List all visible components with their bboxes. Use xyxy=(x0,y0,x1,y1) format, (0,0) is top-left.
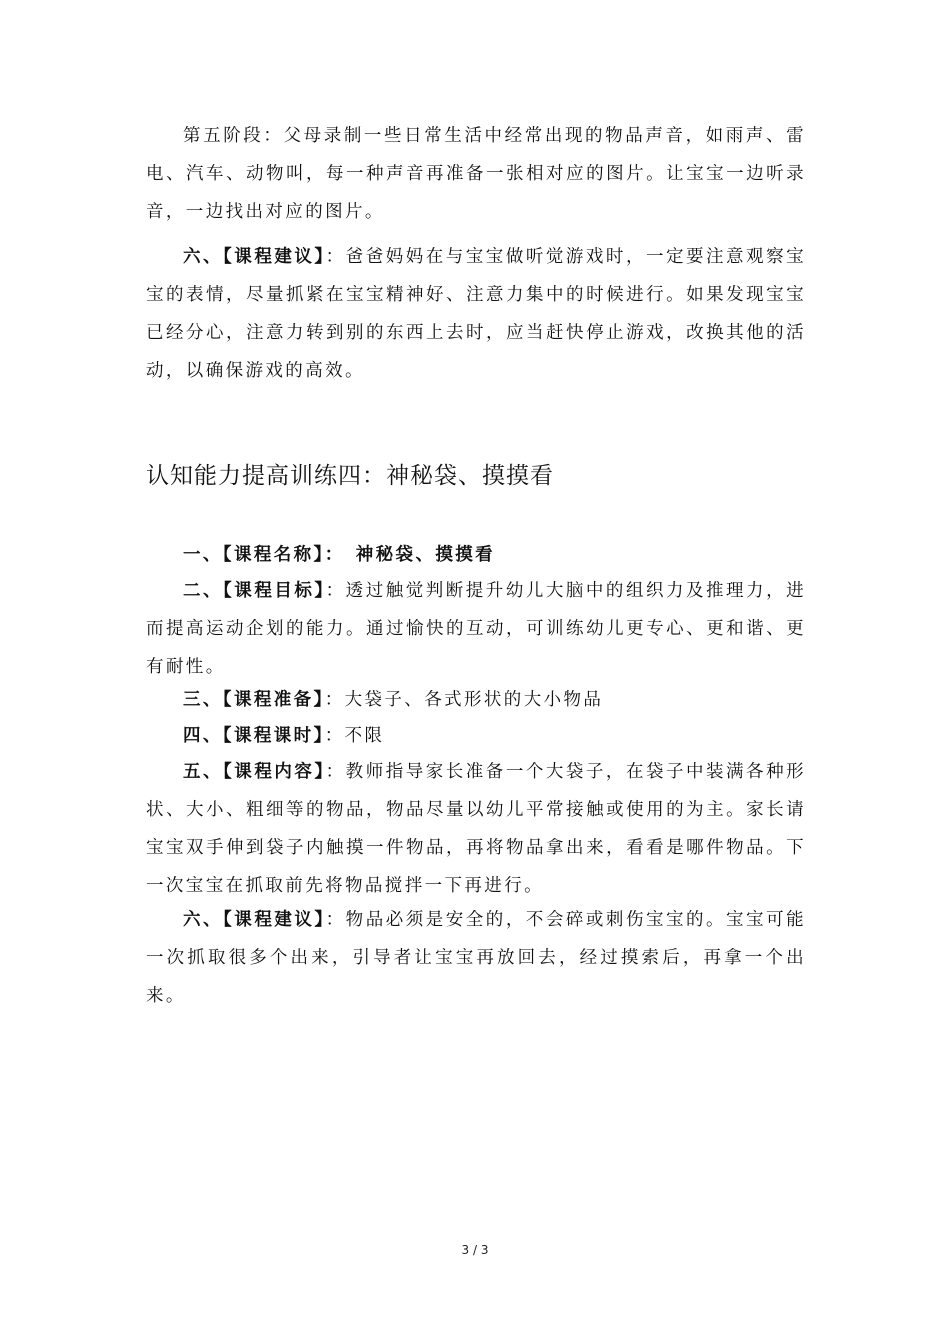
course-goal-paragraph xyxy=(146,572,806,686)
prev-advice-label: 六、【课程建议】 xyxy=(183,247,326,267)
course-goal-text: ：透过触觉判断提升幼儿大脑中的组织力及推理力，进而提高运动企划的能力。通过愉快的互动，可训练幼儿更专心、更和谐、更有耐性。 xyxy=(146,581,806,677)
prev-advice-text: ：爸爸妈妈在与宝宝做听觉游戏时，一定要注意观察宝宝的表情，尽量抓紧在宝宝精神好、注意力集中的时候进行。如果发现宝宝已经分心，注意力转到别的东西上去时，应当赶快停止游戏，改换其他的活动，以确保游戏的高效。 xyxy=(146,247,806,381)
course-name-label: 一、【课程名称】 xyxy=(183,545,325,565)
course-prep-text: ：大袋子、各式形状的大小物品 xyxy=(324,690,604,710)
course-goal-label: 二、【课程目标】 xyxy=(183,581,326,601)
page-number: 3 / 3 xyxy=(461,1243,489,1257)
prev-advice-paragraph xyxy=(146,238,806,390)
course-advice-paragraph xyxy=(146,901,806,1015)
course-name-paragraph xyxy=(146,536,806,574)
course-hours-text: ：不限 xyxy=(324,726,385,746)
course-advice-label: 六、【课程建议】 xyxy=(183,910,326,930)
course-advice-text: ：物品必须是安全的，不会碎或刺伤宝宝的。宝宝可能一次抓取很多个出来，引导者让宝宝再放回去，经过摸索后，再拿一个出来。 xyxy=(146,910,806,1006)
course-name-text: ： 神秘袋、摸摸看 xyxy=(324,545,496,565)
course-content-text: ：教师指导家长准备一个大袋子，在袋子中装满各种形状、大小、粗细等的物品，物品尽量以幼儿平常接触或使用的为主。家长请宝宝双手伸到袋子内触摸一件物品，再将物品拿出来，看看是哪件物品。下一次宝宝在抓取前先将物品搅拌一下再进行。 xyxy=(146,762,806,896)
course-content-label: 五、【课程内容】 xyxy=(183,762,326,782)
course-hours-label: 四、【课程课时】 xyxy=(183,726,325,746)
course-content-paragraph xyxy=(146,753,806,905)
course-hours-paragraph xyxy=(146,717,806,755)
section-heading: 认知能力提高训练四：神秘袋、摸摸看 xyxy=(146,463,554,489)
course-prep-paragraph xyxy=(146,681,806,719)
stage5-paragraph: 第五阶段：父母录制一些日常生活中经常出现的物品声音，如雨声、雷电、汽车、动物叫，每一种声音再准备一张相对应的图片。让宝宝一边听录音，一边找出对应的图片。 xyxy=(146,126,806,222)
course-prep-label: 三、【课程准备】 xyxy=(183,690,325,710)
